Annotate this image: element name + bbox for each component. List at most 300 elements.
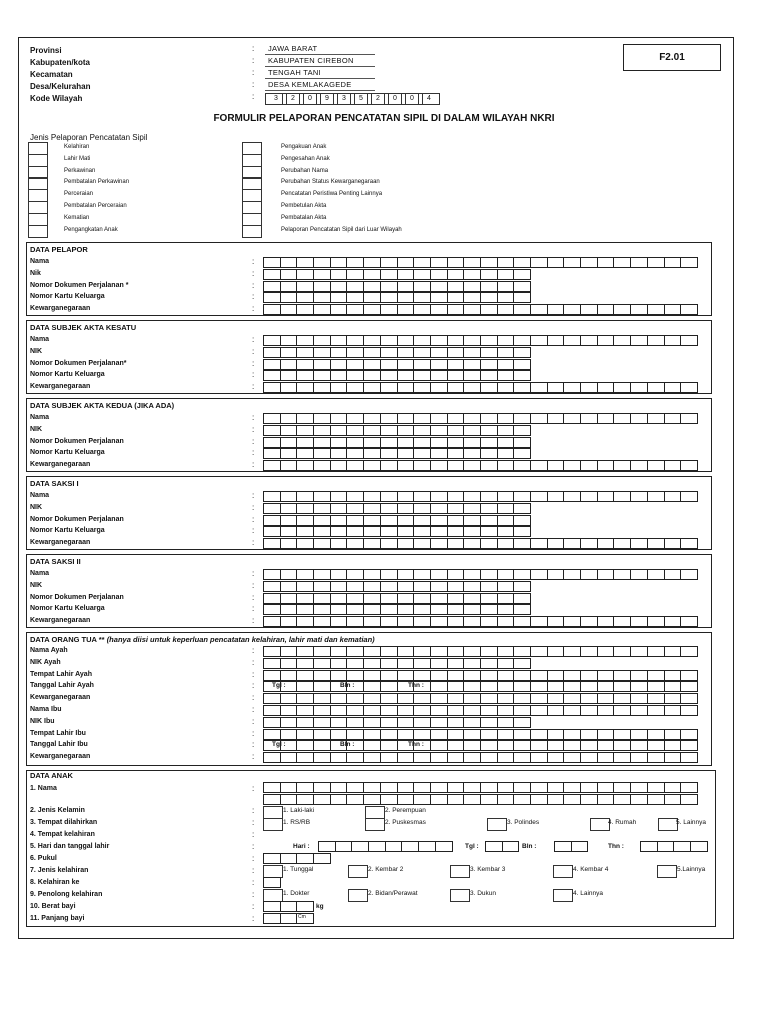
grid-cell[interactable]	[281, 581, 298, 592]
grid-cell[interactable]	[514, 717, 531, 728]
grid-cell[interactable]	[548, 794, 565, 805]
grid-cell[interactable]	[281, 491, 298, 502]
grid-cell[interactable]	[648, 616, 665, 627]
grid-cell[interactable]	[498, 681, 515, 692]
grid-cell[interactable]	[364, 515, 381, 526]
grid-cell[interactable]	[297, 335, 314, 346]
grid-cell[interactable]	[564, 538, 581, 549]
grid-cell[interactable]	[281, 257, 298, 268]
grid-cell[interactable]	[281, 705, 298, 716]
grid-cell[interactable]	[514, 729, 531, 740]
grid-cell[interactable]	[514, 752, 531, 763]
grid-cell[interactable]	[498, 359, 515, 370]
grid-cell[interactable]	[364, 335, 381, 346]
grid-cell[interactable]	[448, 717, 465, 728]
grid-cell[interactable]	[531, 752, 548, 763]
grid-cell[interactable]	[281, 269, 298, 280]
grid-cell[interactable]	[297, 437, 314, 448]
grid-cell[interactable]	[448, 382, 465, 393]
kode-wilayah-digit[interactable]: 3	[333, 93, 355, 105]
grid-cell[interactable]	[631, 740, 648, 751]
grid-cell[interactable]	[598, 705, 615, 716]
grid-cell[interactable]	[398, 717, 415, 728]
grid-cell[interactable]	[564, 729, 581, 740]
grid-cell[interactable]	[364, 752, 381, 763]
grid-cell[interactable]	[297, 693, 314, 704]
grid-cell[interactable]	[297, 616, 314, 627]
grid-cell[interactable]	[564, 670, 581, 681]
grid-cell[interactable]	[498, 581, 515, 592]
grid-cell[interactable]	[665, 705, 682, 716]
grid-cell[interactable]	[414, 413, 431, 424]
input-grid[interactable]	[263, 491, 698, 502]
grid-cell[interactable]	[281, 503, 298, 514]
grid-cell[interactable]	[514, 292, 531, 303]
grid-cell[interactable]	[297, 901, 314, 912]
grid-cell[interactable]	[598, 646, 615, 657]
grid-cell[interactable]	[503, 841, 520, 852]
grid-cell[interactable]	[514, 705, 531, 716]
grid-cell[interactable]	[398, 616, 415, 627]
grid-cell[interactable]	[314, 304, 331, 315]
grid-cell[interactable]	[514, 503, 531, 514]
grid-cell[interactable]	[531, 794, 548, 805]
grid-cell[interactable]	[381, 382, 398, 393]
grid-cell[interactable]	[648, 335, 665, 346]
grid-cell[interactable]	[264, 794, 281, 805]
grid-cell[interactable]	[514, 437, 531, 448]
grid-cell[interactable]	[264, 538, 281, 549]
grid-cell[interactable]	[614, 681, 631, 692]
input-grid[interactable]	[263, 413, 698, 424]
grid-cell[interactable]	[314, 413, 331, 424]
grid-cell[interactable]	[564, 569, 581, 580]
grid-cell[interactable]	[681, 752, 698, 763]
grid-cell[interactable]	[665, 491, 682, 502]
grid-cell[interactable]	[614, 740, 631, 751]
grid-cell[interactable]	[498, 460, 515, 471]
grid-cell[interactable]	[448, 335, 465, 346]
grid-cell[interactable]	[665, 693, 682, 704]
grid-cell[interactable]	[331, 794, 348, 805]
grid-cell[interactable]	[364, 681, 381, 692]
grid-cell[interactable]	[581, 569, 598, 580]
grid-cell[interactable]	[498, 616, 515, 627]
grid-cell[interactable]	[264, 491, 281, 502]
grid-cell[interactable]	[414, 269, 431, 280]
grid-cell[interactable]	[347, 347, 364, 358]
input-grid[interactable]	[263, 569, 698, 580]
grid-cell[interactable]	[614, 646, 631, 657]
grid-cell[interactable]	[448, 413, 465, 424]
grid-cell[interactable]	[414, 503, 431, 514]
grid-cell[interactable]	[414, 460, 431, 471]
grid-cell[interactable]	[347, 646, 364, 657]
grid-cell[interactable]	[364, 281, 381, 292]
grid-cell[interactable]	[347, 281, 364, 292]
grid-cell[interactable]	[281, 658, 298, 669]
grid-cell[interactable]	[598, 257, 615, 268]
grid-cell[interactable]	[331, 491, 348, 502]
grid-cell[interactable]	[548, 705, 565, 716]
grid-cell[interactable]	[398, 335, 415, 346]
grid-cell[interactable]	[381, 538, 398, 549]
grid-cell[interactable]	[431, 794, 448, 805]
grid-cell[interactable]	[364, 646, 381, 657]
grid-cell[interactable]	[498, 569, 515, 580]
grid-cell[interactable]	[631, 491, 648, 502]
grid-cell[interactable]	[658, 841, 675, 852]
grid-cell[interactable]	[431, 503, 448, 514]
grid-cell[interactable]	[398, 658, 415, 669]
grid-cell[interactable]	[264, 913, 281, 924]
grid-cell[interactable]	[381, 581, 398, 592]
grid-cell[interactable]	[414, 347, 431, 358]
grid-cell[interactable]	[665, 794, 682, 805]
grid-cell[interactable]	[498, 448, 515, 459]
grid-cell[interactable]	[381, 729, 398, 740]
grid-cell[interactable]	[514, 740, 531, 751]
grid-cell[interactable]	[381, 359, 398, 370]
grid-cell[interactable]	[314, 503, 331, 514]
grid-cell[interactable]	[614, 257, 631, 268]
grid-cell[interactable]	[398, 740, 415, 751]
grid-cell[interactable]	[314, 526, 331, 537]
grid-cell[interactable]	[264, 413, 281, 424]
grid-cell[interactable]	[464, 782, 481, 793]
grid-cell[interactable]	[398, 593, 415, 604]
grid-cell[interactable]	[369, 841, 386, 852]
grid-cell[interactable]	[398, 670, 415, 681]
grid-cell[interactable]	[414, 292, 431, 303]
grid-cell[interactable]	[564, 382, 581, 393]
grid-cell[interactable]	[481, 526, 498, 537]
grid-cell[interactable]	[281, 593, 298, 604]
grid-cell[interactable]	[481, 717, 498, 728]
grid-cell[interactable]	[398, 292, 415, 303]
grid-cell[interactable]	[498, 538, 515, 549]
kode-wilayah-digit[interactable]: 4	[418, 93, 440, 105]
grid-cell[interactable]	[431, 538, 448, 549]
grid-cell[interactable]	[331, 448, 348, 459]
grid-cell[interactable]	[381, 413, 398, 424]
grid-cell[interactable]	[481, 257, 498, 268]
grid-cell[interactable]	[264, 359, 281, 370]
grid-cell[interactable]	[297, 729, 314, 740]
grid-cell[interactable]	[314, 515, 331, 526]
grid-cell[interactable]	[414, 491, 431, 502]
grid-cell[interactable]	[281, 901, 298, 912]
input-grid[interactable]	[263, 658, 531, 669]
grid-cell[interactable]	[481, 269, 498, 280]
option-box[interactable]	[263, 818, 283, 831]
input-grid[interactable]	[263, 292, 531, 303]
grid-cell[interactable]	[414, 382, 431, 393]
grid-cell[interactable]	[264, 901, 281, 912]
grid-cell[interactable]	[414, 717, 431, 728]
grid-cell[interactable]	[498, 526, 515, 537]
grid-cell[interactable]	[314, 460, 331, 471]
grid-cell[interactable]	[347, 515, 364, 526]
grid-cell[interactable]	[431, 335, 448, 346]
grid-cell[interactable]	[498, 604, 515, 615]
kode-wilayah-digit[interactable]: 0	[384, 93, 406, 105]
grid-cell[interactable]	[548, 740, 565, 751]
grid-cell[interactable]	[581, 491, 598, 502]
grid-cell[interactable]	[414, 425, 431, 436]
input-grid[interactable]	[263, 370, 531, 381]
grid-cell[interactable]	[631, 304, 648, 315]
grid-cell[interactable]	[331, 729, 348, 740]
grid-cell[interactable]	[414, 335, 431, 346]
grid-cell[interactable]	[297, 370, 314, 381]
grid-cell[interactable]	[347, 304, 364, 315]
grid-cell[interactable]	[481, 460, 498, 471]
grid-cell[interactable]	[398, 370, 415, 381]
grid-cell[interactable]	[381, 515, 398, 526]
grid-cell[interactable]	[347, 658, 364, 669]
grid-cell[interactable]	[531, 538, 548, 549]
grid-cell[interactable]	[531, 304, 548, 315]
grid-cell[interactable]	[481, 538, 498, 549]
grid-cell[interactable]	[464, 681, 481, 692]
grid-cell[interactable]	[314, 729, 331, 740]
grid-cell[interactable]	[431, 413, 448, 424]
grid-cell[interactable]	[464, 347, 481, 358]
grid-cell[interactable]	[448, 292, 465, 303]
grid-cell[interactable]	[548, 752, 565, 763]
grid-cell[interactable]	[347, 292, 364, 303]
grid-cell[interactable]	[431, 437, 448, 448]
grid-cell[interactable]	[297, 425, 314, 436]
grid-cell[interactable]	[514, 257, 531, 268]
grid-cell[interactable]	[314, 359, 331, 370]
grid-cell[interactable]	[486, 841, 503, 852]
grid-cell[interactable]	[381, 370, 398, 381]
grid-cell[interactable]	[281, 604, 298, 615]
grid-cell[interactable]	[331, 752, 348, 763]
grid-cell[interactable]	[264, 705, 281, 716]
grid-cell[interactable]	[319, 841, 336, 852]
grid-cell[interactable]	[331, 460, 348, 471]
grid-cell[interactable]	[448, 503, 465, 514]
grid-cell[interactable]	[314, 658, 331, 669]
grid-cell[interactable]	[464, 359, 481, 370]
grid-cell[interactable]	[481, 593, 498, 604]
grid-cell[interactable]	[631, 616, 648, 627]
grid-cell[interactable]	[398, 581, 415, 592]
grid-cell[interactable]	[264, 460, 281, 471]
grid-cell[interactable]	[314, 794, 331, 805]
grid-cell[interactable]	[264, 877, 281, 888]
grid-cell[interactable]	[448, 370, 465, 381]
grid-cell[interactable]	[514, 581, 531, 592]
name-grid[interactable]	[263, 794, 698, 805]
grid-cell[interactable]	[431, 269, 448, 280]
grid-cell[interactable]	[264, 526, 281, 537]
grid-cell[interactable]	[347, 681, 364, 692]
grid-cell[interactable]	[481, 658, 498, 669]
grid-cell[interactable]	[364, 693, 381, 704]
grid-cell[interactable]	[681, 681, 698, 692]
grid-cell[interactable]	[448, 581, 465, 592]
grid-cell[interactable]	[297, 752, 314, 763]
grid-cell[interactable]	[314, 853, 331, 864]
input-grid[interactable]	[263, 347, 531, 358]
grid-cell[interactable]	[614, 729, 631, 740]
grid-cell[interactable]	[464, 646, 481, 657]
grid-cell[interactable]	[281, 413, 298, 424]
panjang-grid[interactable]	[263, 913, 314, 924]
grid-cell[interactable]	[281, 569, 298, 580]
grid-cell[interactable]	[264, 729, 281, 740]
grid-cell[interactable]	[364, 370, 381, 381]
grid-cell[interactable]	[281, 437, 298, 448]
grid-cell[interactable]	[364, 670, 381, 681]
grid-cell[interactable]	[464, 425, 481, 436]
grid-cell[interactable]	[281, 670, 298, 681]
grid-cell[interactable]	[281, 681, 298, 692]
grid-cell[interactable]	[548, 729, 565, 740]
grid-cell[interactable]	[448, 593, 465, 604]
grid-cell[interactable]	[314, 281, 331, 292]
grid-cell[interactable]	[665, 569, 682, 580]
grid-cell[interactable]	[548, 257, 565, 268]
grid-cell[interactable]	[548, 538, 565, 549]
grid-cell[interactable]	[297, 646, 314, 657]
pukul-grid[interactable]	[263, 853, 331, 864]
grid-cell[interactable]	[665, 681, 682, 692]
grid-cell[interactable]	[548, 681, 565, 692]
grid-cell[interactable]	[347, 604, 364, 615]
grid-cell[interactable]	[347, 670, 364, 681]
grid-cell[interactable]	[281, 646, 298, 657]
grid-cell[interactable]	[398, 705, 415, 716]
grid-cell[interactable]	[264, 740, 281, 751]
option-box[interactable]	[348, 889, 368, 902]
grid-cell[interactable]	[331, 782, 348, 793]
grid-cell[interactable]	[347, 425, 364, 436]
grid-cell[interactable]	[665, 752, 682, 763]
grid-cell[interactable]	[364, 794, 381, 805]
input-grid[interactable]	[263, 382, 698, 393]
grid-cell[interactable]	[481, 752, 498, 763]
grid-cell[interactable]	[281, 347, 298, 358]
grid-cell[interactable]	[331, 292, 348, 303]
grid-cell[interactable]	[297, 269, 314, 280]
grid-cell[interactable]	[381, 335, 398, 346]
grid-cell[interactable]	[514, 616, 531, 627]
grid-cell[interactable]	[631, 646, 648, 657]
grid-cell[interactable]	[364, 782, 381, 793]
grid-cell[interactable]	[581, 681, 598, 692]
grid-cell[interactable]	[364, 257, 381, 268]
grid-cell[interactable]	[314, 604, 331, 615]
grid-cell[interactable]	[381, 425, 398, 436]
grid-cell[interactable]	[614, 569, 631, 580]
grid-cell[interactable]	[598, 460, 615, 471]
kelahiran-ke-grid[interactable]	[263, 877, 281, 888]
grid-cell[interactable]	[648, 538, 665, 549]
grid-cell[interactable]	[598, 740, 615, 751]
grid-cell[interactable]	[481, 347, 498, 358]
kode-wilayah-digit[interactable]: 0	[401, 93, 423, 105]
grid-cell[interactable]	[674, 841, 691, 852]
grid-cell[interactable]	[381, 257, 398, 268]
grid-cell[interactable]	[347, 581, 364, 592]
input-grid[interactable]	[263, 581, 531, 592]
grid-cell[interactable]	[631, 460, 648, 471]
grid-cell[interactable]	[314, 670, 331, 681]
grid-cell[interactable]	[548, 335, 565, 346]
input-grid[interactable]	[263, 269, 531, 280]
option-box[interactable]	[487, 818, 507, 831]
grid-cell[interactable]	[297, 292, 314, 303]
grid-cell[interactable]	[331, 740, 348, 751]
grid-cell[interactable]	[364, 460, 381, 471]
grid-cell[interactable]	[514, 693, 531, 704]
grid-cell[interactable]	[481, 794, 498, 805]
grid-cell[interactable]	[431, 658, 448, 669]
grid-cell[interactable]	[297, 413, 314, 424]
grid-cell[interactable]	[264, 257, 281, 268]
grid-cell[interactable]	[648, 382, 665, 393]
grid-cell[interactable]	[347, 729, 364, 740]
grid-cell[interactable]	[448, 646, 465, 657]
grid-cell[interactable]	[281, 448, 298, 459]
grid-cell[interactable]	[498, 752, 515, 763]
grid-cell[interactable]	[448, 569, 465, 580]
grid-cell[interactable]	[598, 569, 615, 580]
grid-cell[interactable]	[481, 705, 498, 716]
grid-cell[interactable]	[347, 569, 364, 580]
grid-cell[interactable]	[314, 705, 331, 716]
grid-cell[interactable]	[665, 646, 682, 657]
grid-cell[interactable]	[581, 740, 598, 751]
grid-cell[interactable]	[331, 717, 348, 728]
input-grid[interactable]	[263, 304, 698, 315]
grid-cell[interactable]	[514, 382, 531, 393]
grid-cell[interactable]	[347, 382, 364, 393]
grid-cell[interactable]	[514, 782, 531, 793]
input-grid[interactable]	[263, 437, 531, 448]
grid-cell[interactable]	[681, 569, 698, 580]
grid-cell[interactable]	[297, 717, 314, 728]
input-grid[interactable]	[263, 538, 698, 549]
grid-cell[interactable]	[514, 491, 531, 502]
grid-cell[interactable]	[297, 569, 314, 580]
grid-cell[interactable]	[347, 413, 364, 424]
grid-cell[interactable]	[665, 670, 682, 681]
grid-cell[interactable]	[314, 616, 331, 627]
grid-cell[interactable]	[398, 347, 415, 358]
grid-cell[interactable]	[598, 616, 615, 627]
grid-cell[interactable]	[514, 569, 531, 580]
grid-cell[interactable]	[631, 705, 648, 716]
grid-cell[interactable]	[464, 658, 481, 669]
grid-cell[interactable]	[398, 437, 415, 448]
grid-cell[interactable]	[431, 448, 448, 459]
grid-cell[interactable]	[364, 425, 381, 436]
grid-cell[interactable]	[581, 670, 598, 681]
grid-cell[interactable]	[481, 292, 498, 303]
grid-cell[interactable]	[264, 752, 281, 763]
grid-cell[interactable]	[281, 740, 298, 751]
grid-cell[interactable]	[564, 616, 581, 627]
input-grid[interactable]	[263, 526, 531, 537]
grid-cell[interactable]	[297, 515, 314, 526]
grid-cell[interactable]	[264, 304, 281, 315]
